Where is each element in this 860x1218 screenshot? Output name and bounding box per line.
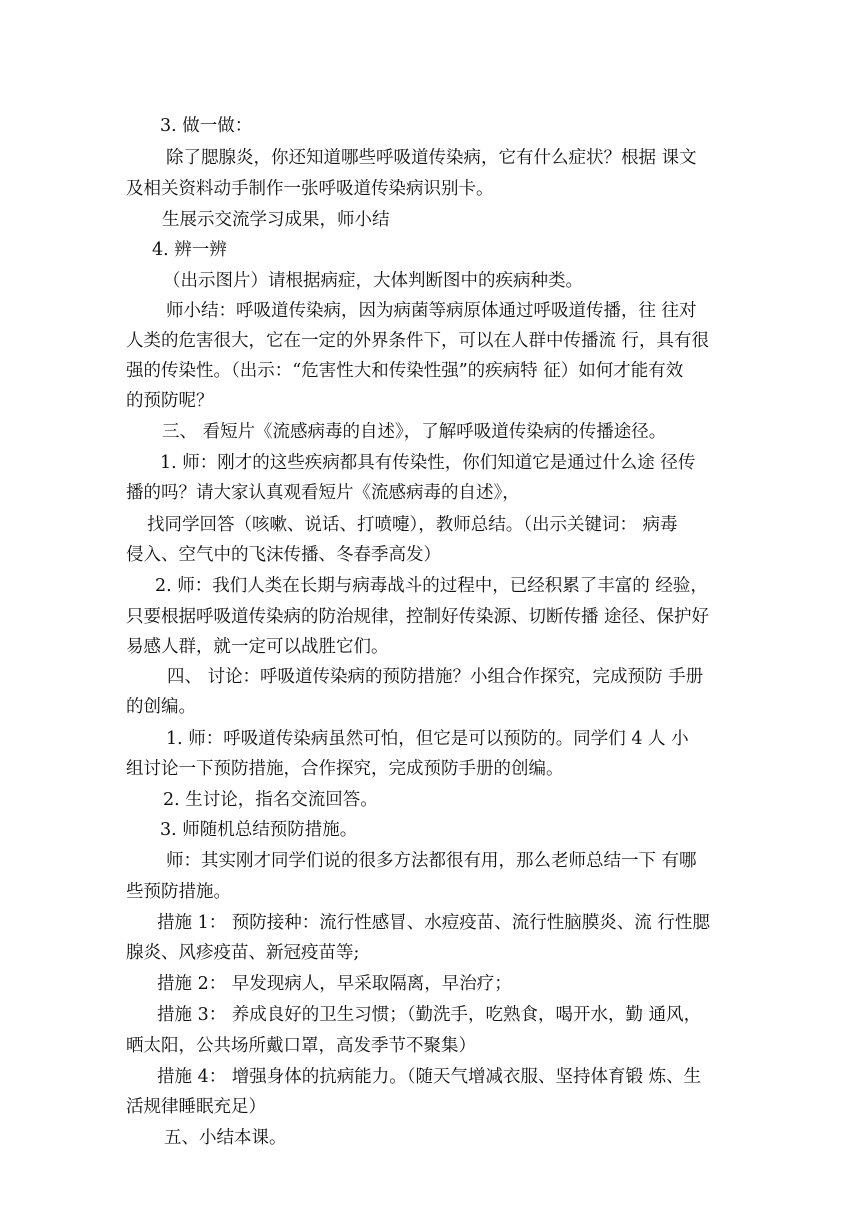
text-line: 措施 4： 增强身体的抗病能力。（随天气增减衣服、坚持体育锻 炼、生 <box>157 1067 702 1087</box>
text-line: 生展示交流学习成果，师小结 <box>162 210 390 230</box>
text-line: （出示图片）请根据病症，大体判断图中的疾病种类。 <box>163 271 583 291</box>
text-line: 些预防措施。 <box>126 882 231 902</box>
text-line: 找同学回答（咳嗽、说话、打喷嚏），教师总结。（出示关键词： 病毒 <box>147 515 678 535</box>
text-line: 晒太阳，公共场所戴口罩，高发季节不聚集） <box>126 1036 476 1056</box>
text-line: 三、 看短片《流感病毒的自述》，了解呼吸道传染病的传播途径。 <box>162 422 667 442</box>
text-line: 及相关资料动手制作一张呼吸道传染病识别卡。 <box>126 179 494 199</box>
text-line: 措施 1： 预防接种：流行性感冒、水痘疫苗、流行性脑膜炎、流 行性腮 <box>157 913 710 933</box>
text-line: 只要根据呼吸道传染病的防治规律，控制好传染源、切断传播 途径、保护好 <box>126 607 710 627</box>
text-line: 师小结：呼吸道传染病，因为病菌等病原体通过呼吸道传播，往 往对 <box>166 301 697 321</box>
text-line: 腺炎、风疹疫苗、新冠疫苗等; <box>126 943 360 963</box>
text-line: 3. 做一做： <box>160 116 253 136</box>
text-line: 2. 师：我们人类在长期与病毒战斗的过程中，已经积累了丰富的 经验， <box>155 576 708 596</box>
text-line: 人类的危害很大，它在一定的外界条件下，可以在人群中传播流 行，具有很 <box>126 331 710 351</box>
text-line: 强的传染性。（出示：“危害性大和传染性强”的疾病特 征）如何才能有效 <box>126 361 684 381</box>
text-line: 五、小结本课。 <box>164 1128 287 1148</box>
text-line: 除了腮腺炎，你还知道哪些呼吸道传染病，它有什么症状？根据 课文 <box>166 148 697 168</box>
text-line: 易感人群，就一定可以战胜它们。 <box>126 637 389 657</box>
text-line: 的预防呢？ <box>126 391 214 411</box>
text-line: 侵入、空气中的飞沫传播、冬春季高发） <box>126 545 441 565</box>
text-line: 措施 2： 早发现病人，早采取隔离，早治疗； <box>157 974 512 994</box>
text-line: 1. 师：呼吸道传染病虽然可怕，但它是可以预防的。同学们 4 人 小 <box>166 729 689 749</box>
text-line: 3. 师随机总结预防措施。 <box>160 820 358 840</box>
text-line: 四、 讨论：呼吸道传染病的预防措施？小组合作探究，完成预防 手册 <box>167 667 704 687</box>
text-line: 1. 师：刚才的这些疾病都具有传染性，你们知道它是通过什么途 径传 <box>160 453 696 473</box>
text-line: 措施 3： 养成良好的卫生习惯；（勤洗手，吃熟食，喝开水，勤 通风， <box>157 1005 702 1025</box>
text-line: 活规律睡眠充足） <box>126 1097 266 1117</box>
text-line: 4. 辨一辨 <box>152 240 227 260</box>
text-line: 播的吗？请大家认真观看短片《流感病毒的自述》， <box>126 483 520 503</box>
text-line: 师：其实刚才同学们说的很多方法都很有用，那么老师总结一下 有哪 <box>166 851 697 871</box>
text-line: 的创编。 <box>126 697 196 717</box>
text-line: 2. 生讨论，指名交流回答。 <box>163 790 378 810</box>
text-line: 组讨论一下预防措施，合作探究，完成预防手册的创编。 <box>126 759 564 779</box>
